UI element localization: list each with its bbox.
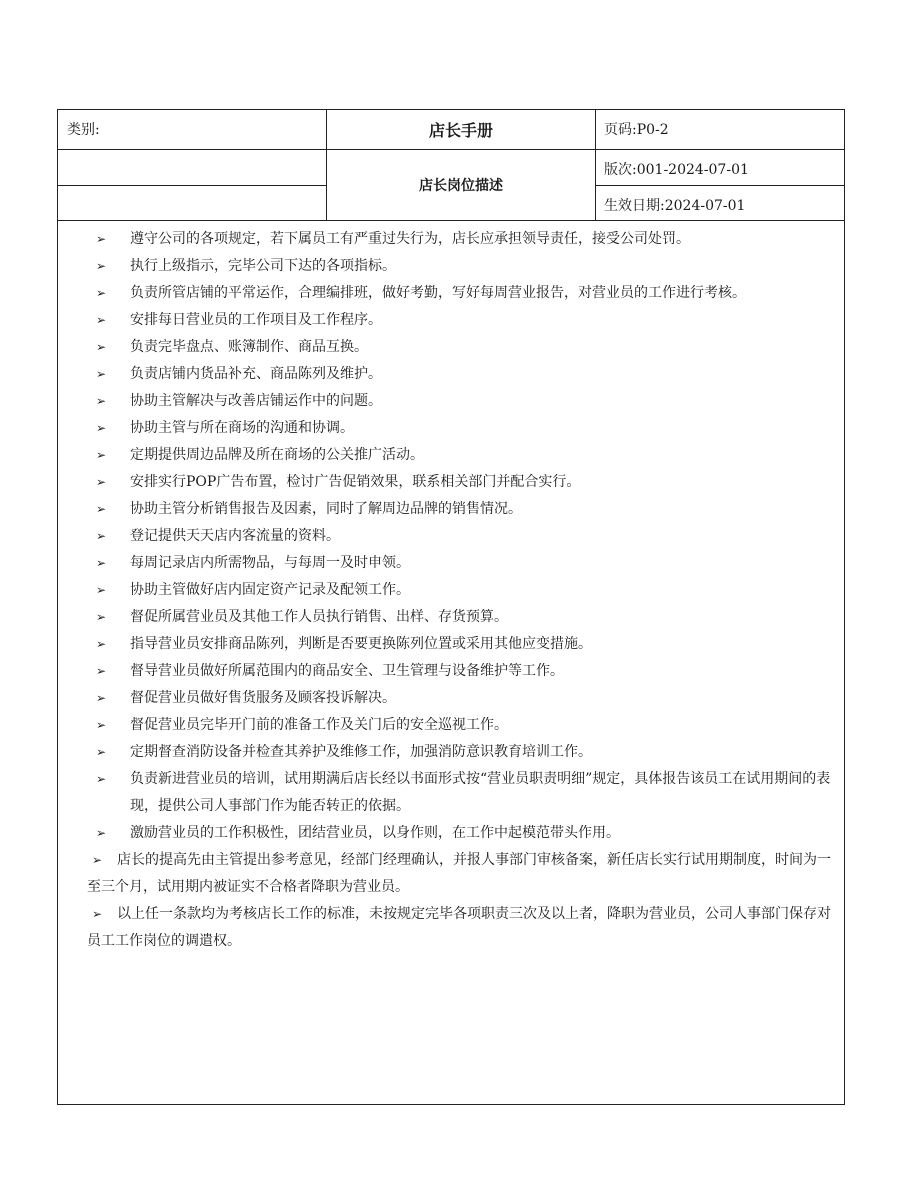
arrow-bullet-icon: ➢	[96, 286, 107, 300]
list-item: ➢ 遵守公司的各项规定，若下属员工有严重过失行为，店长应承担领导责任，接受公司处罚。	[91, 226, 836, 253]
list-item: ➢ 指导营业员安排商品陈列，判断是否要更换陈列位置或采用其他应变措施。	[91, 631, 836, 658]
arrow-bullet-icon: ➢	[96, 556, 107, 570]
arrow-bullet-icon: ➢	[96, 367, 107, 381]
list-item: ➢ 协助主管做好店内固定资产记录及配领工作。	[91, 577, 836, 604]
document-page	[57, 109, 845, 1105]
arrow-bullet-icon: ➢	[96, 772, 107, 786]
list-item: ➢ 执行上级指示，完毕公司下达的各项指标。	[91, 253, 836, 280]
list-item: ➢ 定期提供周边品牌及所在商场的公关推广活动。	[91, 442, 836, 469]
section-title: 店长岗位描述	[327, 150, 596, 221]
list-item: ➢ 负责新进营业员的培训，试用期满后店长经以书面形式按“营业员职责明细”规定，具体报告该员工在试用期间的表现，提供公司人事部门作为能否转正的依据。	[91, 766, 836, 820]
list-item: ➢ 安排每日营业员的工作项目及工作程序。	[91, 307, 836, 334]
effective-date: 生效日期:2024-07-01	[596, 186, 844, 221]
header-table	[58, 110, 844, 221]
blank-cell	[58, 150, 327, 186]
arrow-bullet-icon: ➢	[96, 826, 107, 840]
arrow-bullet-icon: ➢	[96, 232, 107, 246]
arrow-bullet-icon: ➢	[96, 718, 107, 732]
list-item: ➢ 督促营业员完毕开门前的准备工作及关门后的安全巡视工作。	[91, 712, 836, 739]
arrow-bullet-icon: ➢	[96, 610, 107, 624]
arrow-bullet-icon: ➢	[96, 745, 107, 759]
arrow-bullet-icon: ➢	[96, 637, 107, 651]
arrow-bullet-icon: ➢	[96, 583, 107, 597]
list-item: ➢ 负责所管店铺的平常运作，合理编排班，做好考勤，写好每周营业报告，对营业员的工作进行考核。	[91, 280, 836, 307]
arrow-bullet-icon: ➢	[96, 259, 107, 273]
arrow-bullet-icon: ➢	[96, 529, 107, 543]
arrow-bullet-icon: ➢	[96, 502, 107, 516]
list-item: ➢ 定期督查消防设备并检查其养护及维修工作，加强消防意识教育培训工作。	[91, 739, 836, 766]
arrow-bullet-icon: ➢	[96, 448, 107, 462]
list-item: ➢ 协助主管与所在商场的沟通和协调。	[91, 415, 836, 442]
page-code: 页码:P0-2	[596, 110, 844, 150]
duty-list	[58, 222, 844, 955]
arrow-bullet-icon: ➢	[96, 691, 107, 705]
list-item: ➢ 协助主管分析销售报告及因素，同时了解周边品牌的销售情况。	[91, 496, 836, 523]
category-label: 类别:	[58, 110, 327, 150]
list-item: ➢ 以上任一条款均为考核店长工作的标准，未按规定完毕各项职责三次及以上者，降职为营业员，公司人事部门保存对员工工作岗位的调遣权。	[87, 901, 836, 955]
list-item: ➢ 督促营业员做好售货服务及顾客投诉解决。	[91, 685, 836, 712]
arrow-bullet-icon: ➢	[92, 907, 103, 921]
arrow-bullet-icon: ➢	[96, 664, 107, 678]
arrow-bullet-icon: ➢	[96, 340, 107, 354]
version-info: 版次:001-2024-07-01	[596, 150, 844, 186]
arrow-bullet-icon: ➢	[92, 853, 103, 867]
list-item: ➢ 店长的提高先由主管提出参考意见，经部门经理确认，并报人事部门审核备案，新任店长实行试用期制度，时间为一至三个月，试用期内被证实不合格者降职为营业员。	[87, 847, 836, 901]
list-item: ➢ 激励营业员的工作积极性，团结营业员，以身作则，在工作中起模范带头作用。	[91, 820, 836, 847]
list-item: ➢ 每周记录店内所需物品，与每周一及时申领。	[91, 550, 836, 577]
manual-title: 店长手册	[327, 110, 596, 150]
list-item: ➢ 安排实行POP广告布置，检讨广告促销效果，联系相关部门并配合实行。	[91, 469, 836, 496]
list-item: ➢ 督促所属营业员及其他工作人员执行销售、出样、存货预算。	[91, 604, 836, 631]
list-item: ➢ 协助主管解决与改善店铺运作中的问题。	[91, 388, 836, 415]
arrow-bullet-icon: ➢	[96, 421, 107, 435]
arrow-bullet-icon: ➢	[96, 313, 107, 327]
list-item: ➢ 督导营业员做好所属范围内的商品安全、卫生管理与设备维护等工作。	[91, 658, 836, 685]
arrow-bullet-icon: ➢	[96, 394, 107, 408]
arrow-bullet-icon: ➢	[96, 475, 107, 489]
list-item: ➢ 负责店铺内货品补充、商品陈列及维护。	[91, 361, 836, 388]
blank-cell	[58, 186, 327, 221]
list-item: ➢ 负责完毕盘点、账簿制作、商品互换。	[91, 334, 836, 361]
list-item: ➢ 登记提供天天店内客流量的资料。	[91, 523, 836, 550]
